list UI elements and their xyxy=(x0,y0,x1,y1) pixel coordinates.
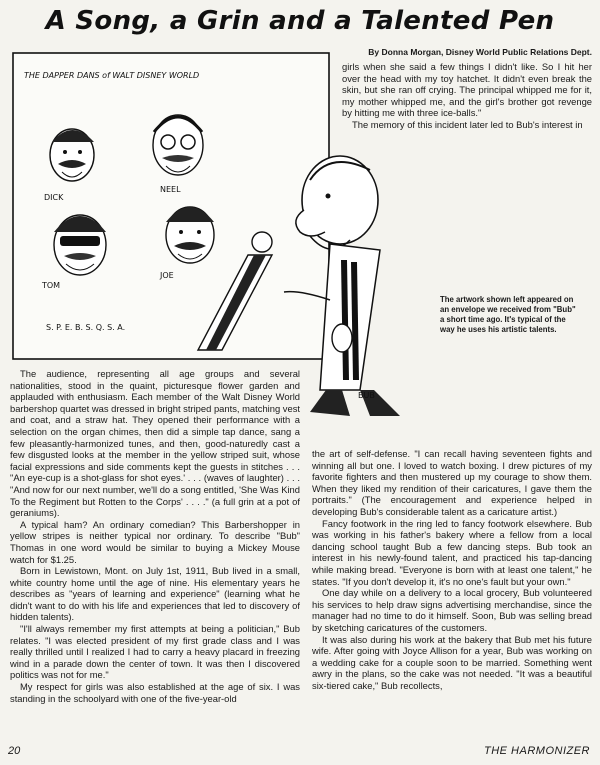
paragraph: One day while on a delivery to a local grocery, Bub volunteered his services to help draw signs advertising merchandise, since the manager had no time to do it himself. Soon, Bub was selling bread by sketching caricatures of the customers. xyxy=(312,587,592,633)
paragraph: "I'll always remember my first attempts at being a politician," Bub relates. "I was elected president of my first grade class and I was really thrilled until I realized I had to carry a heavy placard in freezing wind in a parade down the center of town. It was then I discovered politics was not for me." xyxy=(10,623,300,681)
page-number: 20 xyxy=(8,745,21,757)
name-label-neel: NEEL xyxy=(160,185,181,194)
caricature-neel xyxy=(153,115,203,175)
artwork-caption: The artwork shown left appeared on an envelope we received from "Bub" a short time ago. It's typical of the way he uses his artistic talents. xyxy=(440,295,576,334)
paragraph: Fancy footwork in the ring led to fancy footwork elsewhere. Bub was working in his father's bakery where a fellow from a local dancing school taught Bub a few dancing steps. Bub took an interest in his newly-found talent, and practiced his tap-dancing while making bread. "Everyone is born with at least one talent," he states. "If you don't develop it, it's no one's fault but your own." xyxy=(312,517,592,587)
caricature-joe xyxy=(166,207,214,263)
paragraph: My respect for girls was also established at the age of six. I was standing in the schoolyard with one of the five-year-old xyxy=(10,681,300,704)
right-column-top xyxy=(342,61,592,131)
paragraph: The memory of this incident later led to Bub's interest in xyxy=(352,118,583,130)
society-motto: S. P. E. B. S. Q. S. A. xyxy=(46,323,126,332)
paragraph: Born in Lewistown, Mont. on July 1st, 1911, Bub lived in a small, white country home until the age of nine. His elementary years he describes as "years of learning and experience" (learning what he didn't want to do with his life and experiences that led to discovery of hidden talents). xyxy=(10,565,300,623)
paragraph: the art of self-defense. "I can recall having seventeen fights and winning all but one. I loved to watch boxing. I drew pictures of my favorite fighters and then mustered up my courage to show them. When they liked my rendition of their caricatures, I gave them the portraits." (The encouragement and experience helped in developing Bub's considerable talent as a caricature artist.) xyxy=(312,448,592,517)
name-label-dick: DICK xyxy=(44,193,64,202)
illustration-banner: THE DAPPER DANS of WALT DISNEY WORLD xyxy=(24,71,200,80)
magazine-name: THE HARMONIZER xyxy=(484,745,590,757)
paragraph: The audience, representing all age groups and several nationalities, stood in the quaint, picturesque flower garden and applauded with enthusiasm. Each member of the Walt Disney World barbershop quartet was dressed in bright striped pants, matching vest and coat, and a straw hat. They opened their performance with a selection on the organ chimes, then did a simple tap dance, sang a few pleasantly-harmonized tunes, and then, good-naturedly cast a few disgusted looks at the member in the yellow striped suit, whose facial expressions and side comments kept the guests in stitches . . . "An eye-cup is a shot-glass for shot eyes.' . . . (waves of laughter) . . . "And now for our next number, we'll do a song entitled, 'She Was Kind To the Regiment but Rotten to the Corps' . . . ." (a full grin at a pot of geraniums). xyxy=(10,368,300,519)
article-title: A Song, a Grin and a Talented Pen xyxy=(45,6,555,36)
caricature-tom xyxy=(54,215,106,275)
name-label-joe: JOE xyxy=(160,271,174,280)
left-column xyxy=(10,368,300,704)
paragraph: girls when she said a few things I didn't like. So I hit her over the head with my toy hatchet. It didn't even break the skin, but she ran off crying. The principal whipped me for it, my mother whipped me, and the girl's brother got revenge by hitting me with three ice-balls." xyxy=(342,61,592,119)
caricature-dick xyxy=(50,129,94,181)
right-column xyxy=(312,448,592,691)
paragraph: It was also during his work at the bakery that Bub met his future wife. After going with Joyce Allison for a year, Bub was working on a wedding cake for a couple soon to be married. Something went awry in the plans, so the cake was not needed. "It was a beautiful six-tiered cake," Bub recollects, xyxy=(312,633,592,691)
byline: By Donna Morgan, Disney World Public Relations Dept. xyxy=(368,47,592,57)
artist-signature: BUB xyxy=(358,391,375,400)
paragraph: A typical ham? An ordinary comedian? This Barbershopper in yellow stripes is neither typical nor ordinary. To describe "Bub" Thomas in one word would be similar to buying a Mickey Mouse watch for $1.25. xyxy=(10,518,300,565)
name-label-tom: TOM xyxy=(42,281,61,290)
